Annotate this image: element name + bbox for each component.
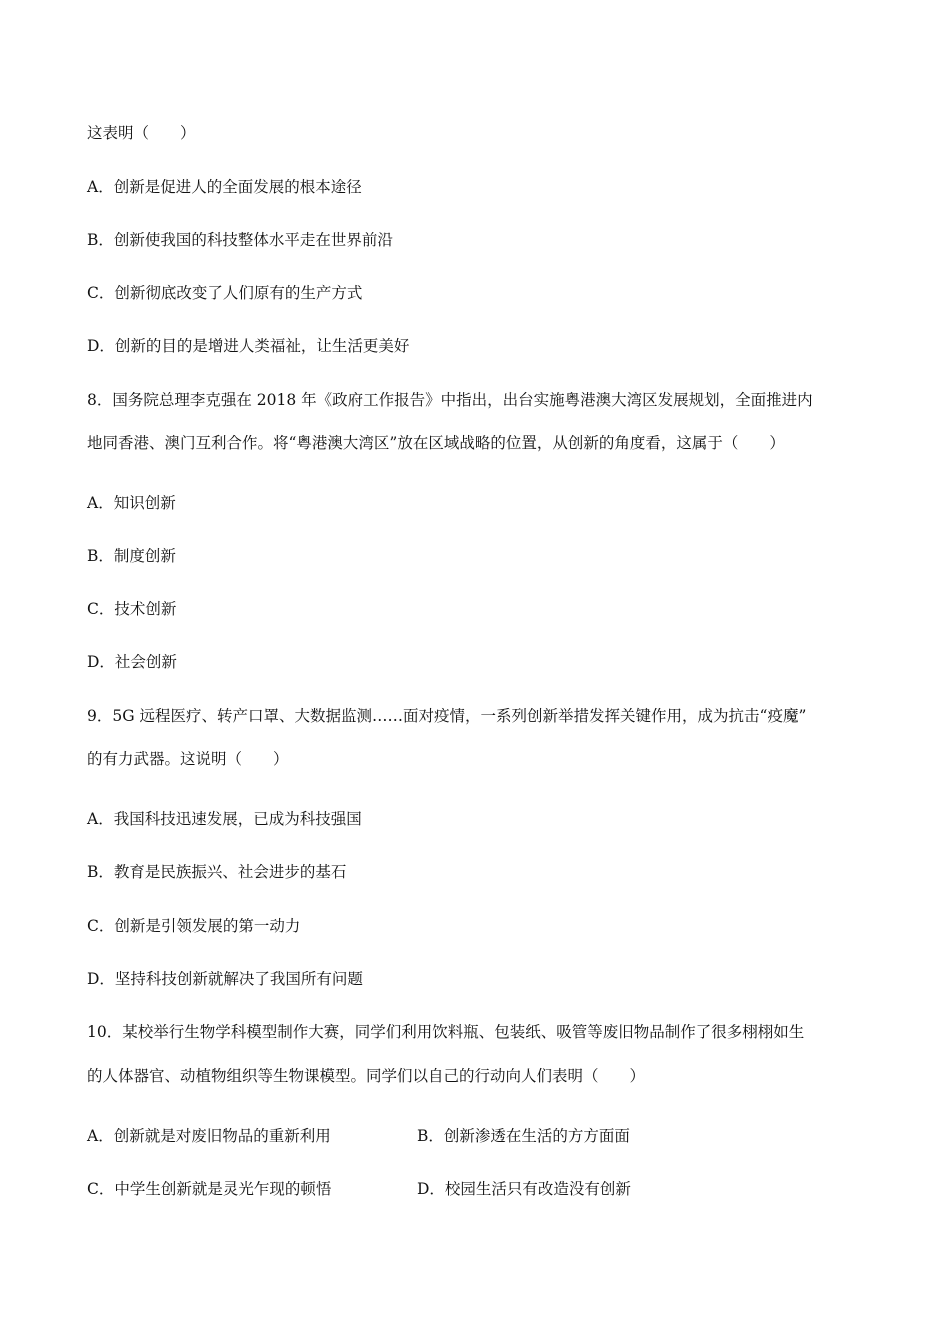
q8-option-a: A．知识创新 (87, 494, 176, 512)
q7-option-c: C．创新彻底改变了人们原有的生产方式 (87, 284, 363, 302)
q7-option-d: D．创新的目的是增进人类福祉，让生活更美好 (87, 337, 410, 355)
q10-option-a: A．创新就是对废旧物品的重新利用 (87, 1127, 331, 1145)
q9-option-a: A．我国科技迅速发展，已成为科技强国 (87, 810, 362, 828)
q10-option-b: B．创新渗透在生活的方方面面 (417, 1127, 630, 1145)
q10-option-d: D．校园生活只有改造没有创新 (417, 1180, 631, 1198)
q10-stem-line-2: 的人体器官、动植物组织等生物课模型。同学们以自己的行动向人们表明（ ） (87, 1067, 646, 1085)
q8-option-c: C．技术创新 (87, 600, 177, 618)
q7-stem-tail: 这表明（ ） (87, 124, 196, 142)
q7-option-b: B．创新使我国的科技整体水平走在世界前沿 (87, 231, 393, 249)
q9-option-b: B．教育是民族振兴、社会进步的基石 (87, 863, 347, 881)
q9-option-c: C．创新是引领发展的第一动力 (87, 917, 301, 935)
q8-stem-line-2: 地同香港、澳门互利合作。将“粤港澳大湾区”放在区域战略的位置，从创新的角度看，这属于（ ） (87, 434, 785, 452)
q9-option-d: D．坚持科技创新就解决了我国所有问题 (87, 970, 363, 988)
q8-option-b: B．制度创新 (87, 547, 176, 565)
q10-stem-line-1: 10．某校举行生物学科模型制作大赛，同学们利用饮料瓶、包装纸、吸管等废旧物品制作了很多栩栩如生 (87, 1023, 805, 1041)
q7-option-a: A．创新是促进人的全面发展的根本途径 (87, 178, 362, 196)
q9-stem-line-1: 9．5G 远程医疗、转产口罩、大数据监测……面对疫情，一系列创新举措发挥关键作用，成为抗击“疫魔” (87, 707, 807, 725)
q8-option-d: D．社会创新 (87, 653, 177, 671)
q8-stem-line-1: 8．国务院总理李克强在 2018 年《政府工作报告》中指出，出台实施粤港澳大湾区发展规划，全面推进内 (87, 391, 813, 409)
q10-option-c: C．中学生创新就是灵光乍现的顿悟 (87, 1180, 332, 1198)
q9-stem-line-2: 的有力武器。这说明（ ） (87, 750, 289, 768)
